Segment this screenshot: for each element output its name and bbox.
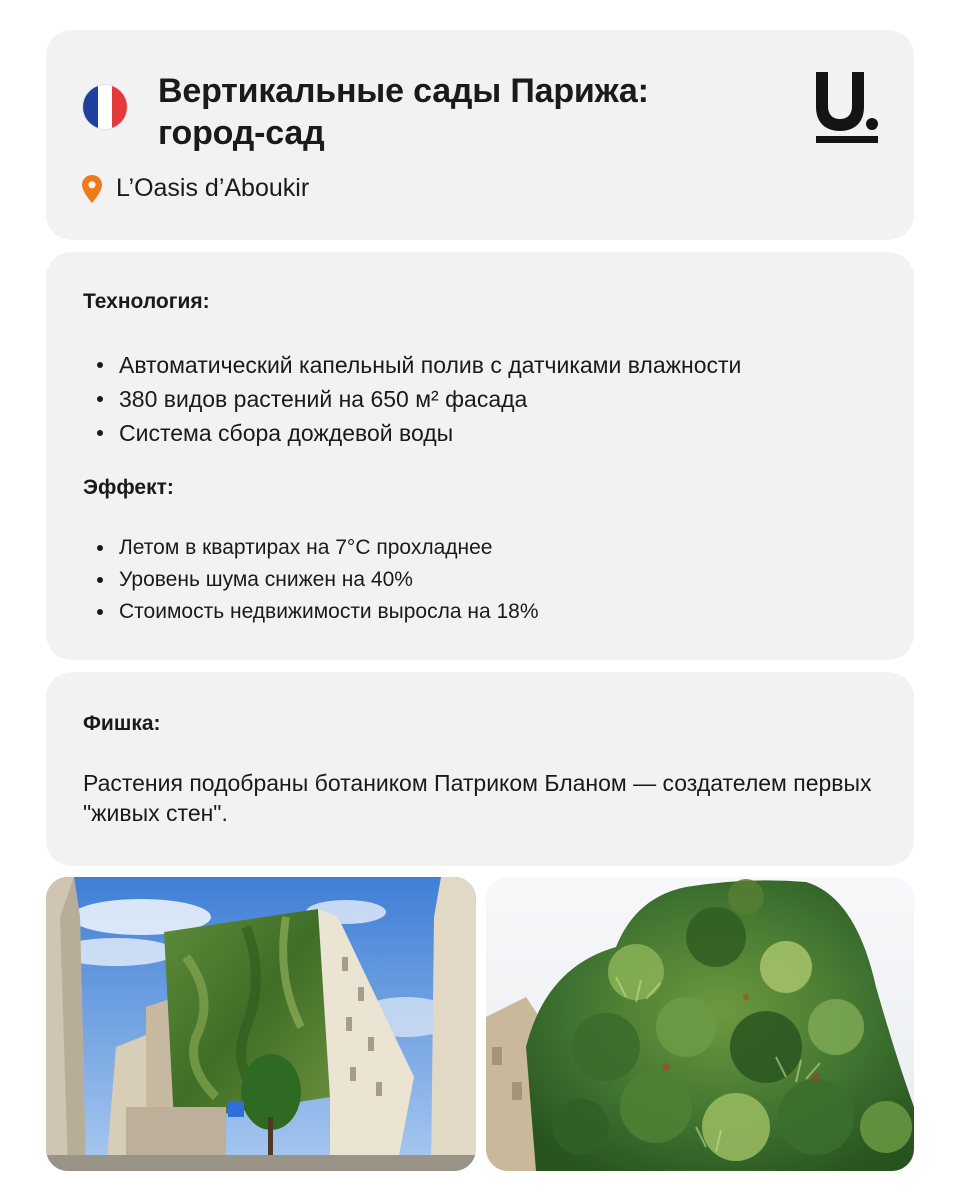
location-label: L’Oasis d’Aboukir <box>116 174 310 202</box>
technology-list <box>94 348 741 450</box>
trick-card <box>46 672 914 866</box>
page-title <box>158 70 758 154</box>
closeup-vertical-garden-photo <box>486 877 914 1171</box>
effect-heading: Эффект: <box>83 476 174 499</box>
u-logo-icon <box>816 72 878 144</box>
france-flag-icon <box>83 85 127 129</box>
effect-list <box>94 532 539 628</box>
technology-heading: Технология: <box>83 290 210 313</box>
list-item: Уровень шума снижен на 40% <box>94 564 539 596</box>
technology-card <box>46 252 914 660</box>
list-item: Летом в квартирах на 7°C прохладнее <box>94 532 539 564</box>
trick-text: Растения подобраны ботаником Патриком Бланом — создателем первых "живых стен". <box>83 770 872 826</box>
list-item: Стоимость недвижимости выросла на 18% <box>94 596 539 628</box>
title-line-2: город-сад <box>158 114 325 152</box>
street-view-vertical-garden-photo <box>46 877 476 1171</box>
list-item: Автоматический капельный полив с датчиками влажности <box>94 348 741 382</box>
list-item: 380 видов растений на 650 м² фасада <box>94 382 741 416</box>
title-line-1: Вертикальные сады Парижа: <box>158 72 649 110</box>
location <box>82 174 309 203</box>
list-item: Система сбора дождевой воды <box>94 416 741 450</box>
header-card <box>46 30 914 240</box>
trick-heading: Фишка: <box>83 712 161 735</box>
location-pin-icon <box>82 175 102 203</box>
